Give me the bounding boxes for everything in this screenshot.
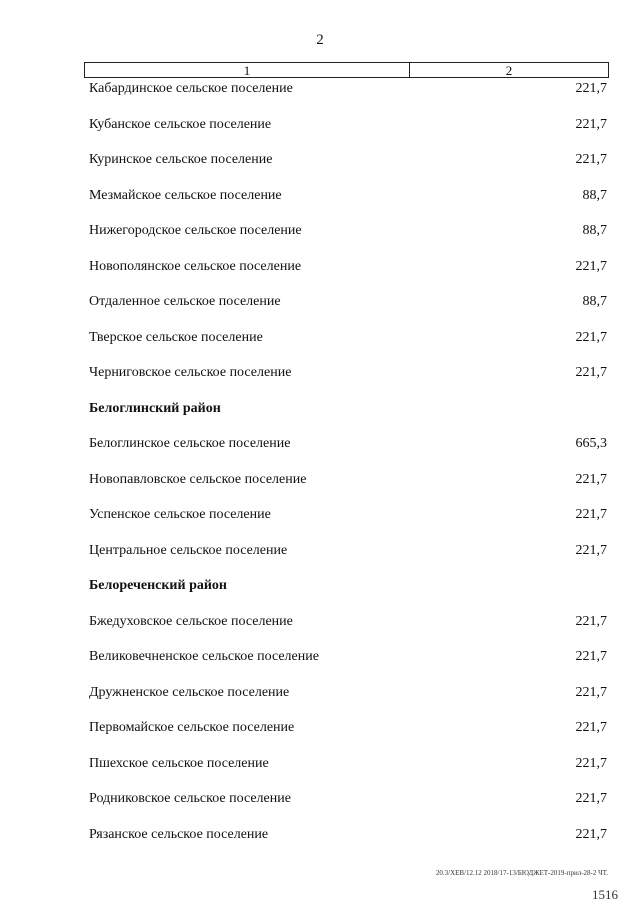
table-row — [89, 755, 607, 791]
settlement-name: Новополянское сельское поселение — [89, 258, 302, 274]
table-row — [89, 116, 607, 152]
amount-value: 221,7 — [575, 613, 607, 629]
settlement-name: Родниковское сельское поселение — [89, 791, 291, 806]
settlement-name: Бжедуховское сельское поселение — [89, 613, 293, 629]
amount-value: 221,7 — [575, 81, 607, 96]
sheet-number: 1516 — [592, 887, 618, 902]
table-row — [89, 435, 607, 471]
district-name: Белоглинский район — [89, 400, 221, 416]
column-header-1: 1 — [85, 63, 410, 77]
amount-value: 221,7 — [575, 116, 607, 132]
table-row — [89, 471, 607, 507]
column-header-2: 2 — [505, 63, 513, 78]
document-code: 20.3/ХЕВ/12.12 2018/17-13/БЮДЖЕТ-2019-прил-28-2 ЧТ. — [435, 869, 608, 877]
table-row — [89, 187, 607, 223]
amount-value: 221,7 — [575, 507, 607, 522]
table-row — [89, 258, 607, 294]
table-row — [89, 364, 607, 400]
settlement-name: Рязанское сельское поселение — [89, 826, 269, 842]
table-row — [89, 684, 607, 720]
amount-value: 221,7 — [575, 542, 607, 558]
settlement-name: Успенское сельское поселение — [89, 507, 271, 522]
table-row — [89, 151, 607, 187]
settlement-name: Черниговское сельское поселение — [89, 365, 292, 380]
amount-value: 221,7 — [575, 684, 607, 700]
table-row — [89, 542, 607, 578]
amount-value: 221,7 — [575, 826, 607, 842]
amount-value: 88,7 — [582, 294, 607, 309]
amount-value: 221,7 — [575, 755, 607, 771]
settlement-name: Центральное сельское поселение — [89, 542, 288, 558]
settlement-name: Великовечненское сельское поселение — [89, 649, 319, 664]
settlement-name: Куринское сельское поселение — [89, 152, 273, 167]
district-heading-row — [89, 400, 607, 436]
settlement-name: Новопавловское сельское поселение — [89, 471, 307, 487]
table-row — [89, 826, 607, 862]
amount-value: 221,7 — [575, 152, 607, 167]
settlement-name: Тверское сельское поселение — [89, 329, 263, 345]
district-heading-row — [89, 577, 607, 613]
settlement-list — [89, 80, 607, 861]
page-number: 2 — [316, 32, 324, 48]
table-row — [89, 80, 607, 116]
settlement-name: Нижегородское сельское поселение — [89, 223, 302, 238]
settlement-name: Первомайское сельское поселение — [89, 720, 295, 735]
table-row — [89, 719, 607, 755]
table-row — [89, 222, 607, 258]
settlement-name: Кубанское сельское поселение — [89, 116, 272, 132]
amount-value: 88,7 — [582, 223, 607, 238]
table-header — [84, 62, 609, 78]
table-row — [89, 790, 607, 826]
amount-value: 221,7 — [575, 649, 607, 664]
amount-value: 221,7 — [575, 720, 607, 735]
amount-value: 221,7 — [575, 365, 607, 380]
settlement-name: Белоглинское сельское поселение — [89, 436, 291, 451]
settlement-name: Пшехское сельское поселение — [89, 755, 269, 771]
amount-value: 221,7 — [575, 471, 607, 487]
amount-value: 665,3 — [575, 436, 607, 451]
settlement-name: Мезмайское сельское поселение — [89, 187, 282, 203]
table-row — [89, 329, 607, 365]
table-row — [89, 293, 607, 329]
amount-value: 221,7 — [575, 329, 607, 345]
table-row — [89, 506, 607, 542]
settlement-name: Кабардинское сельское поселение — [89, 81, 293, 96]
amount-value: 221,7 — [575, 791, 607, 806]
amount-value: 88,7 — [582, 187, 607, 203]
table-row — [89, 613, 607, 649]
amount-value: 221,7 — [575, 258, 607, 274]
district-name: Белореченский район — [89, 578, 227, 593]
settlement-name: Отдаленное сельское поселение — [89, 294, 281, 309]
table-row — [89, 648, 607, 684]
settlement-name: Дружненское сельское поселение — [89, 684, 290, 700]
